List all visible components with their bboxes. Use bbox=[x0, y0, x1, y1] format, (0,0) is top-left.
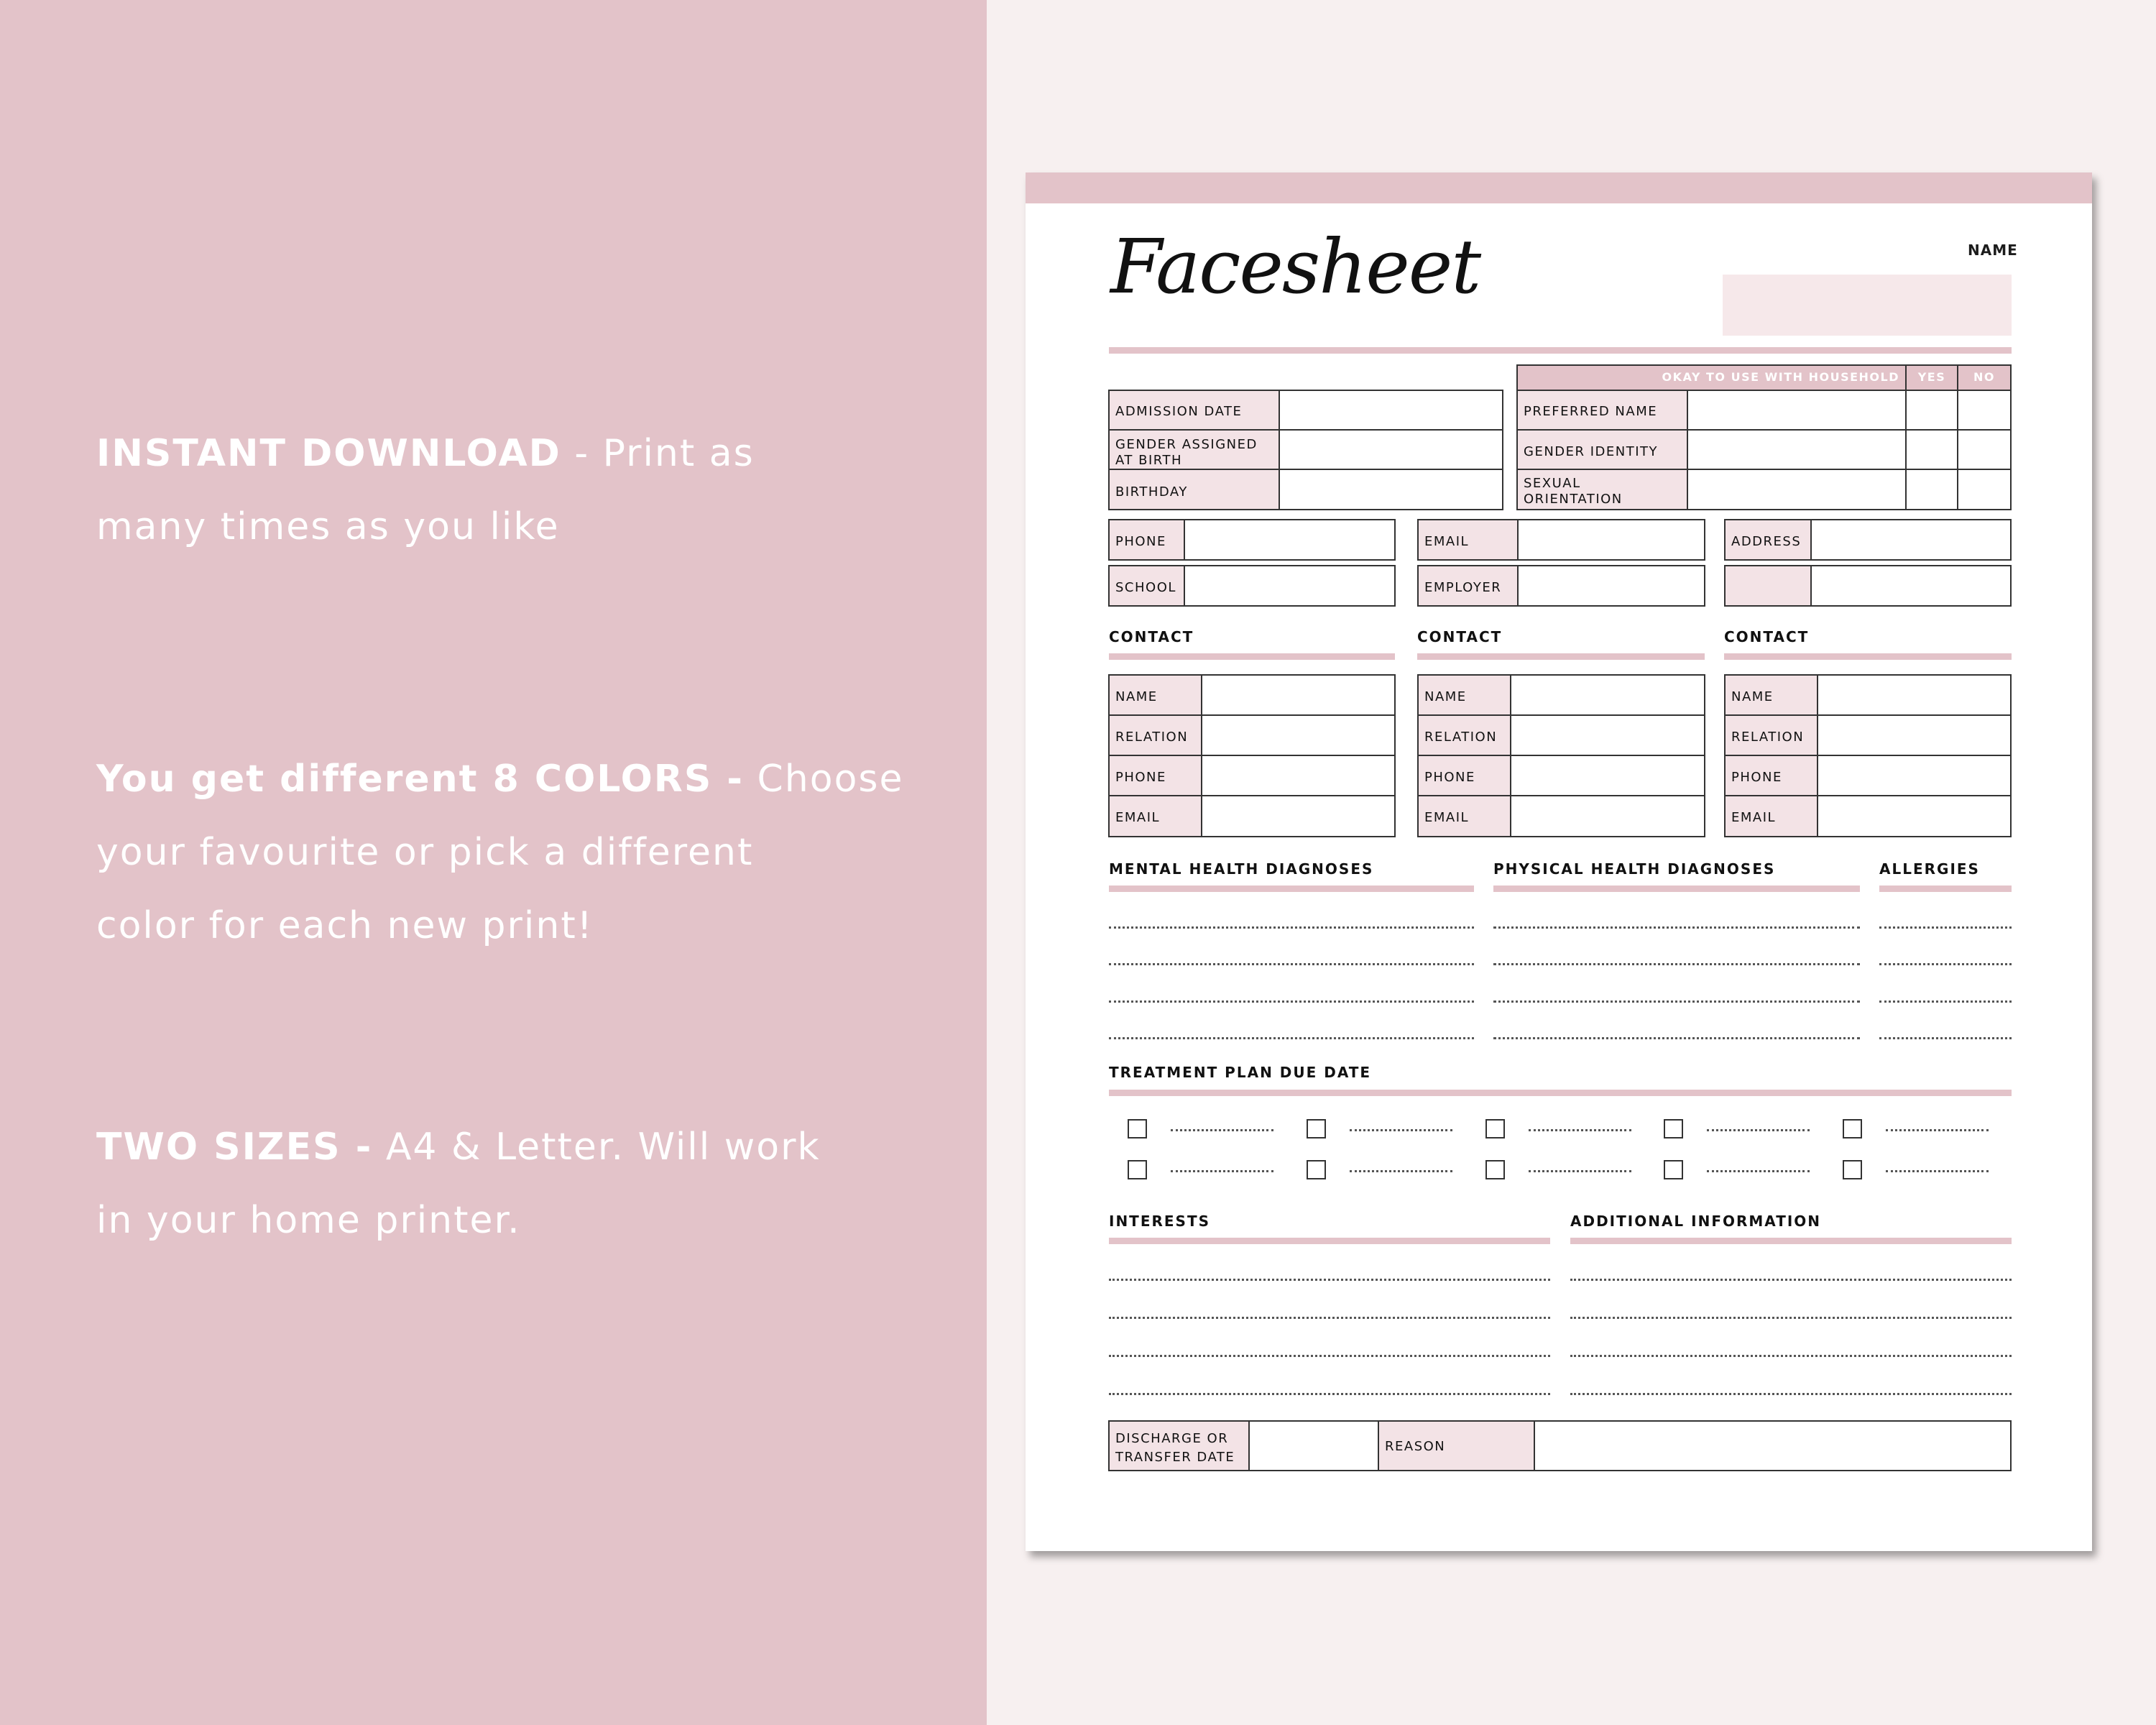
title-rule bbox=[1109, 347, 2012, 354]
discharge-date-field[interactable] bbox=[1248, 1420, 1379, 1471]
treatment-checkbox[interactable] bbox=[1843, 1119, 1862, 1138]
birthday-field[interactable] bbox=[1279, 469, 1503, 510]
promo-heading-3: TWO SIZES - bbox=[96, 1126, 373, 1169]
physical-health-title: PHYSICAL HEALTH DIAGNOSES bbox=[1493, 860, 1776, 878]
contact3-phone-label: PHONE bbox=[1731, 770, 1782, 785]
promo-text-3: A4 & Letter. Will work bbox=[372, 1126, 821, 1169]
email-field[interactable] bbox=[1517, 519, 1705, 561]
physical-line[interactable] bbox=[1493, 1037, 1860, 1039]
phone-field[interactable] bbox=[1184, 519, 1396, 561]
gender-assigned-field[interactable] bbox=[1279, 429, 1503, 470]
treatment-checkbox[interactable] bbox=[1664, 1160, 1683, 1179]
treatment-date-line[interactable] bbox=[1886, 1170, 1989, 1172]
contact2-email-field[interactable] bbox=[1510, 795, 1705, 837]
contact3-relation-field[interactable] bbox=[1817, 714, 2012, 756]
promo-text-2b: your favourite or pick a different bbox=[96, 831, 754, 874]
contact3-name-field[interactable] bbox=[1817, 674, 2012, 716]
contact2-phone-field[interactable] bbox=[1510, 755, 1705, 796]
gender-assigned-label: GENDER ASSIGNED AT BIRTH bbox=[1115, 437, 1258, 468]
yes-header: YES bbox=[1905, 364, 1958, 391]
discharge-label: DISCHARGE OR TRANSFER DATE bbox=[1115, 1431, 1235, 1465]
promo-text-1: - Print as bbox=[561, 432, 755, 475]
mental-rule bbox=[1109, 886, 1474, 892]
treatment-title: TREATMENT PLAN DUE DATE bbox=[1109, 1064, 1372, 1081]
contact-rule-2 bbox=[1417, 653, 1705, 660]
address-field[interactable] bbox=[1810, 519, 2012, 561]
contact3-name-label: NAME bbox=[1731, 689, 1774, 704]
gender-identity-field[interactable] bbox=[1687, 429, 1907, 470]
school-field[interactable] bbox=[1184, 565, 1396, 607]
physical-rule bbox=[1493, 886, 1860, 892]
treatment-checkbox[interactable] bbox=[1485, 1160, 1505, 1179]
email-label: EMAIL bbox=[1424, 534, 1470, 549]
mental-line[interactable] bbox=[1109, 963, 1474, 965]
contact2-name-label: NAME bbox=[1424, 689, 1467, 704]
treatment-date-line[interactable] bbox=[1350, 1129, 1452, 1131]
allergies-line[interactable] bbox=[1879, 1000, 2012, 1003]
no-header: NO bbox=[1957, 364, 2012, 391]
treatment-date-line[interactable] bbox=[1350, 1170, 1452, 1172]
reason-field[interactable] bbox=[1534, 1420, 2012, 1471]
name-field[interactable] bbox=[1723, 275, 2012, 336]
sexual-orientation-label: SEXUAL ORIENTATION bbox=[1524, 476, 1623, 507]
employer-field[interactable] bbox=[1517, 565, 1705, 607]
contact2-name-field[interactable] bbox=[1510, 674, 1705, 716]
promo-instant-download bbox=[96, 417, 944, 564]
interests-line[interactable] bbox=[1109, 1393, 1550, 1395]
preferred-name-yes[interactable] bbox=[1905, 390, 1958, 431]
promo-text-2: Choose bbox=[743, 758, 904, 801]
promo-colors bbox=[96, 742, 944, 962]
allergies-title: ALLERGIES bbox=[1879, 860, 1980, 878]
mental-health-title: MENTAL HEALTH DIAGNOSES bbox=[1109, 860, 1374, 878]
contact2-phone-label: PHONE bbox=[1424, 770, 1475, 785]
contact3-phone-field[interactable] bbox=[1817, 755, 2012, 796]
allergies-line[interactable] bbox=[1879, 926, 2012, 929]
mental-line[interactable] bbox=[1109, 926, 1474, 929]
additional-line[interactable] bbox=[1570, 1279, 2012, 1281]
treatment-date-line[interactable] bbox=[1886, 1129, 1989, 1131]
gender-identity-label: GENDER IDENTITY bbox=[1524, 444, 1659, 459]
gender-identity-no[interactable] bbox=[1957, 429, 2012, 470]
blank-label-cell bbox=[1724, 565, 1812, 607]
facesheet-page bbox=[1026, 172, 2092, 1551]
birthday-label: BIRTHDAY bbox=[1115, 484, 1188, 500]
treatment-date-line[interactable] bbox=[1529, 1129, 1631, 1131]
contact1-relation-label: RELATION bbox=[1115, 730, 1189, 745]
contact-title-3: CONTACT bbox=[1724, 628, 1810, 645]
promo-text-3b: in your home printer. bbox=[96, 1199, 521, 1242]
household-header: OKAY TO USE WITH HOUSEHOLD bbox=[1516, 364, 1907, 391]
contact2-email-label: EMAIL bbox=[1424, 810, 1470, 825]
treatment-date-line[interactable] bbox=[1171, 1170, 1273, 1172]
additional-line[interactable] bbox=[1570, 1355, 2012, 1357]
contact-title-2: CONTACT bbox=[1417, 628, 1503, 645]
treatment-date-line[interactable] bbox=[1171, 1129, 1273, 1131]
treatment-checkbox[interactable] bbox=[1843, 1160, 1862, 1179]
phone-label: PHONE bbox=[1115, 534, 1166, 549]
sexual-orientation-field[interactable] bbox=[1687, 469, 1907, 510]
treatment-checkbox[interactable] bbox=[1128, 1160, 1147, 1179]
preferred-name-field[interactable] bbox=[1687, 390, 1907, 431]
promo-text-2c: color for each new print! bbox=[96, 904, 594, 947]
blank-field[interactable] bbox=[1810, 565, 2012, 607]
contact-title-1: CONTACT bbox=[1109, 628, 1194, 645]
sexual-orientation-yes[interactable] bbox=[1905, 469, 1958, 510]
contact1-phone-label: PHONE bbox=[1115, 770, 1166, 785]
promo-text-1b: many times as you like bbox=[96, 505, 560, 548]
treatment-checkbox[interactable] bbox=[1128, 1119, 1147, 1138]
treatment-checkbox[interactable] bbox=[1664, 1119, 1683, 1138]
contact2-relation-label: RELATION bbox=[1424, 730, 1498, 745]
treatment-date-line[interactable] bbox=[1707, 1170, 1810, 1172]
treatment-rule bbox=[1109, 1090, 2012, 1096]
interests-line[interactable] bbox=[1109, 1317, 1550, 1319]
treatment-checkbox[interactable] bbox=[1307, 1119, 1326, 1138]
promo-heading-2: You get different 8 COLORS - bbox=[96, 758, 744, 801]
interests-rule bbox=[1109, 1238, 1550, 1244]
promo-heading-1: INSTANT DOWNLOAD bbox=[96, 432, 561, 475]
interests-line[interactable] bbox=[1109, 1279, 1550, 1281]
promo-panel bbox=[0, 0, 987, 1725]
top-band bbox=[1026, 172, 2092, 203]
contact1-email-field[interactable] bbox=[1201, 795, 1396, 837]
contact1-name-field[interactable] bbox=[1201, 674, 1396, 716]
contact1-email-label: EMAIL bbox=[1115, 810, 1161, 825]
employer-label: EMPLOYER bbox=[1424, 580, 1502, 595]
allergies-rule bbox=[1879, 886, 2012, 892]
contact-rule-1 bbox=[1109, 653, 1395, 660]
contact1-relation-field[interactable] bbox=[1201, 714, 1396, 756]
additional-line[interactable] bbox=[1570, 1317, 2012, 1319]
mental-line[interactable] bbox=[1109, 1000, 1474, 1003]
admission-date-field[interactable] bbox=[1279, 390, 1503, 431]
gender-identity-yes[interactable] bbox=[1905, 429, 1958, 470]
physical-line[interactable] bbox=[1493, 963, 1860, 965]
treatment-checkbox[interactable] bbox=[1485, 1119, 1505, 1138]
mental-line[interactable] bbox=[1109, 1037, 1474, 1039]
treatment-checkbox[interactable] bbox=[1307, 1160, 1326, 1179]
additional-rule bbox=[1570, 1238, 2012, 1244]
treatment-date-line[interactable] bbox=[1529, 1170, 1631, 1172]
name-label: NAME bbox=[1968, 242, 2018, 259]
additional-line[interactable] bbox=[1570, 1393, 2012, 1395]
contact-rule-3 bbox=[1724, 653, 2012, 660]
preferred-name-label: PREFERRED NAME bbox=[1524, 404, 1658, 419]
interests-title: INTERESTS bbox=[1109, 1213, 1210, 1230]
physical-line[interactable] bbox=[1493, 926, 1860, 929]
reason-label: REASON bbox=[1385, 1439, 1446, 1454]
contact1-name-label: NAME bbox=[1115, 689, 1158, 704]
contact3-email-field[interactable] bbox=[1817, 795, 2012, 837]
allergies-line[interactable] bbox=[1879, 1037, 2012, 1039]
sexual-orientation-no[interactable] bbox=[1957, 469, 2012, 510]
treatment-date-line[interactable] bbox=[1707, 1129, 1810, 1131]
contact1-phone-field[interactable] bbox=[1201, 755, 1396, 796]
physical-line[interactable] bbox=[1493, 1000, 1860, 1003]
promo-sizes bbox=[96, 1110, 944, 1257]
admission-date-label: ADMISSION DATE bbox=[1115, 404, 1243, 419]
contact3-relation-label: RELATION bbox=[1731, 730, 1805, 745]
preferred-name-no[interactable] bbox=[1957, 390, 2012, 431]
contact2-relation-field[interactable] bbox=[1510, 714, 1705, 756]
allergies-line[interactable] bbox=[1879, 963, 2012, 965]
school-label: SCHOOL bbox=[1115, 580, 1176, 595]
page-title: Facesheet bbox=[1110, 223, 1480, 310]
address-label: ADDRESS bbox=[1731, 534, 1802, 549]
additional-info-title: ADDITIONAL INFORMATION bbox=[1570, 1213, 1822, 1230]
contact3-email-label: EMAIL bbox=[1731, 810, 1777, 825]
interests-line[interactable] bbox=[1109, 1355, 1550, 1357]
